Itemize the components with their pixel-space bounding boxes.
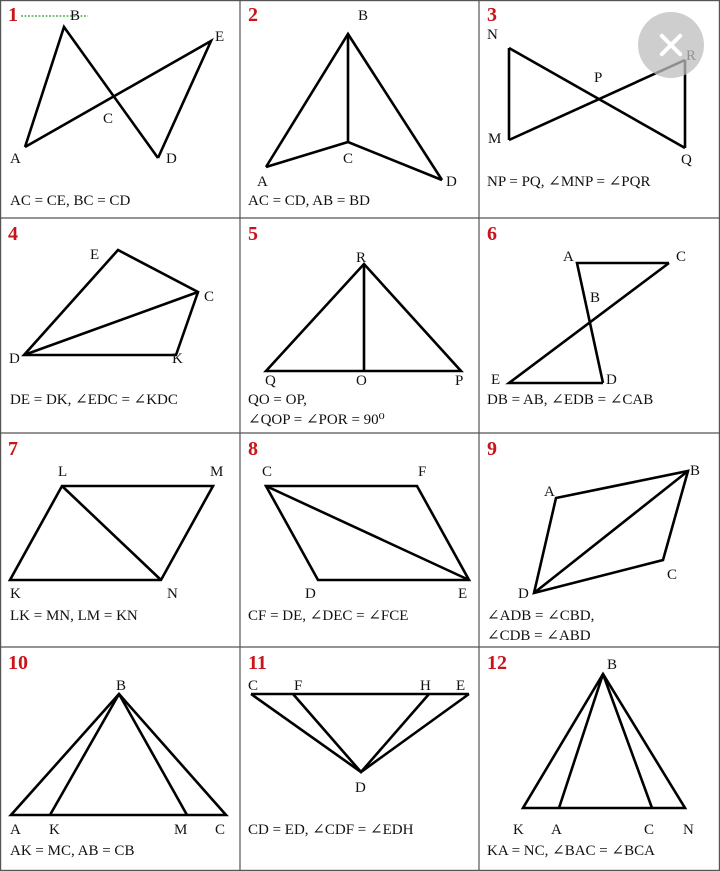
point-label-k: K: [49, 822, 60, 838]
panel-number: 7: [8, 438, 18, 460]
panel-number: 8: [248, 438, 258, 460]
panel-6: [487, 223, 686, 408]
figure-line: [24, 292, 198, 355]
point-label-c: C: [644, 822, 655, 838]
point-label-h: H: [420, 678, 431, 694]
point-label-l: L: [58, 464, 68, 480]
figure-line: [266, 142, 442, 180]
point-label-d: D: [9, 351, 20, 367]
panel-condition: DE = DK, ∠EDC = ∠KDC: [10, 392, 178, 408]
point-label-b: B: [607, 657, 618, 673]
panel-5: [248, 223, 463, 428]
point-label-e: E: [215, 29, 225, 45]
point-label-a: A: [10, 822, 21, 838]
point-label-m: M: [174, 822, 188, 838]
point-label-a: A: [563, 249, 574, 265]
panel-11: [248, 652, 469, 838]
point-label-c: C: [676, 249, 687, 265]
point-label-c: C: [204, 289, 215, 305]
point-label-k: K: [513, 822, 524, 838]
point-label-o: O: [356, 373, 367, 389]
panel-7: [8, 438, 223, 624]
point-label-n: N: [683, 822, 694, 838]
panel-condition: NP = PQ, ∠MNP = ∠PQR: [487, 174, 651, 190]
panel-number: 5: [248, 223, 258, 245]
point-label-a: A: [257, 174, 268, 190]
point-label-d: D: [355, 780, 366, 796]
figure-line: [509, 263, 669, 383]
point-label-k: K: [172, 351, 183, 367]
point-label-a: A: [544, 484, 555, 500]
figure-line: [251, 694, 469, 772]
point-label-m: M: [488, 131, 502, 147]
point-label-r: R: [356, 250, 367, 266]
panel-condition: LK = MN, LM = KN: [10, 608, 138, 624]
panel-condition: CF = DE, ∠DEC = ∠FCE: [248, 608, 409, 624]
figure-line: [25, 27, 158, 158]
point-label-e: E: [456, 678, 466, 694]
panel-number: 1: [8, 4, 18, 26]
figure-line: [266, 486, 469, 580]
close-button[interactable]: [638, 12, 704, 78]
point-label-n: N: [487, 27, 498, 43]
point-label-m: M: [210, 464, 224, 480]
figure-triangle: [523, 674, 685, 808]
panel-condition-line-2: ∠CDB = ∠ABD: [487, 628, 591, 644]
point-label-d: D: [606, 372, 617, 388]
point-label-a: A: [551, 822, 562, 838]
panel-condition-line-1: ∠ADB = ∠CBD,: [487, 608, 595, 624]
point-label-p: P: [455, 373, 464, 389]
panel-number: 4: [8, 223, 18, 245]
panel-4: [8, 223, 214, 408]
point-label-c: C: [248, 678, 259, 694]
point-label-d: D: [446, 174, 457, 190]
panel-9: [487, 438, 700, 644]
point-label-d: D: [305, 586, 316, 602]
point-label-e: E: [491, 372, 501, 388]
point-label-b: B: [116, 678, 127, 694]
panel-number: 3: [487, 4, 497, 26]
point-label-e: E: [458, 586, 468, 602]
point-label-c: C: [262, 464, 273, 480]
point-label-b: B: [690, 463, 701, 479]
figure-triangle: [11, 694, 226, 815]
point-label-p: P: [594, 70, 603, 86]
panel-number: 10: [8, 652, 28, 674]
panel-number: 9: [487, 438, 497, 460]
panel-number: 12: [487, 652, 507, 674]
panel-condition: KA = NC, ∠BAC = ∠BCA: [487, 843, 655, 859]
point-label-d: D: [518, 586, 529, 602]
panel-condition: DB = AB, ∠EDB = ∠CAB: [487, 392, 654, 408]
point-label-k: K: [10, 586, 21, 602]
point-label-f: F: [294, 678, 303, 694]
panel-number: 6: [487, 223, 497, 245]
point-label-c: C: [343, 151, 354, 167]
point-label-b: B: [590, 290, 601, 306]
point-label-b: B: [358, 8, 369, 24]
panel-condition: CD = ED, ∠CDF = ∠EDH: [248, 822, 414, 838]
panel-10: [8, 652, 226, 859]
panel-8: [248, 438, 469, 624]
panel-12: [487, 652, 694, 859]
panel-condition: AC = CD, AB = BD: [248, 193, 370, 209]
point-label-c: C: [103, 111, 114, 127]
panel-condition: AK = MC, AB = CB: [10, 843, 135, 859]
point-label-b: B: [70, 8, 81, 24]
panel-1: [8, 4, 224, 209]
figure-line: [293, 694, 429, 772]
point-label-q: Q: [265, 373, 276, 389]
figure-line: [50, 694, 119, 815]
point-label-n: N: [167, 586, 178, 602]
figure-line: [559, 674, 603, 808]
point-label-c: C: [667, 567, 678, 583]
point-label-d: D: [166, 151, 177, 167]
figure-line: [62, 486, 161, 580]
figure-line: [119, 694, 187, 815]
figure-line: [534, 471, 688, 593]
panel-number: 11: [248, 652, 267, 674]
panel-condition: AC = CE, BC = CD: [10, 193, 131, 209]
panel-number: 2: [248, 4, 258, 26]
panel-condition-line-2: ∠QOP = ∠POR = 90⁰: [248, 412, 385, 428]
panel-condition-line-1: QO = OP,: [248, 392, 307, 408]
point-label-c: C: [215, 822, 226, 838]
panel-2: [248, 4, 457, 209]
point-label-f: F: [418, 464, 427, 480]
point-label-q: Q: [681, 152, 692, 168]
point-label-a: A: [10, 151, 21, 167]
point-label-e: E: [90, 247, 100, 263]
